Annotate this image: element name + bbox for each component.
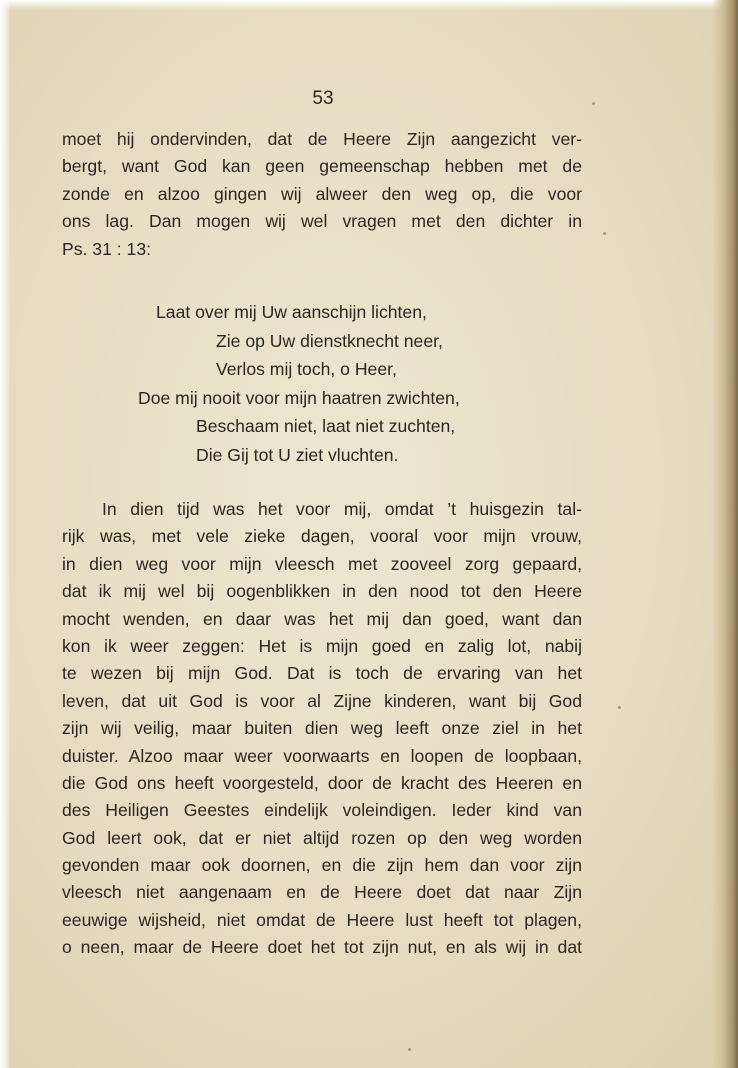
text-line: Ps. 31 : 13:: [62, 238, 151, 259]
poem-line: Verlos mij toch, o Heer,: [216, 359, 397, 379]
paragraph-2: [62, 496, 582, 962]
text-line: In dien tijd was het voor mij, omdat ’t huisgezin tal-: [102, 499, 582, 519]
poem-line: Beschaam niet, laat niet zuchten,: [196, 416, 456, 436]
text-line: o neen, maar de Heere doet het tot zijn nut, en als wij in dat: [62, 937, 582, 958]
paper-speck: [592, 102, 595, 105]
text-line: vleesch niet aangenaam en de Heere doet dat naar Zijn: [62, 882, 582, 903]
page-binding-edge: [712, 0, 738, 1068]
page-left-edge: [0, 0, 10, 1068]
text-line: zonde en alzoo gingen wij alweer den weg op, die voor: [62, 183, 582, 204]
paper-speck: [603, 232, 606, 235]
text-line: zijn wij veilig, maar buiten dien weg leeft onze ziel in het: [62, 718, 582, 739]
page-top-edge: [0, 0, 738, 10]
poem-line: Die Gij tot U ziet vluchten.: [196, 444, 399, 465]
paper-speck: [618, 706, 621, 709]
text-line: des Heiligen Geestes eindelijk voleindigen. Ieder kind van: [62, 800, 582, 821]
text-line: God leert ook, dat er niet altijd rozen op den weg worden: [62, 827, 582, 848]
text-line: ons lag. Dan mogen wij wel vragen met den dichter in: [62, 211, 582, 232]
text-line: gevonden maar ook doornen, en die zijn hem dan voor zijn: [62, 855, 582, 876]
paper-speck: [408, 1048, 411, 1051]
text-line: kon ik weer zeggen: Het is mijn goed en zalig lot, nabij: [62, 635, 582, 656]
text-line: te wezen bij mijn God. Dat is toch de ervaring van het: [62, 663, 582, 684]
text-line: mocht wenden, en daar was het mij dan goed, want dan: [62, 608, 582, 629]
poem-line: Zie op Uw dienstknecht neer,: [216, 330, 443, 351]
text-line: dat ik mij wel bij oogenblikken in den nood tot den Heere: [62, 581, 582, 602]
text-line: die God ons heeft voorgesteld, door de kracht des Heeren en: [62, 772, 582, 793]
text-line: in dien weg voor mijn vleesch met zooveel zorg gepaard,: [62, 553, 582, 574]
text-line: duister. Alzoo maar weer voorwaarts en loopen de loopbaan,: [62, 745, 582, 766]
text-line: leven, dat uit God is voor al Zijne kinderen, want bij God: [62, 690, 582, 711]
text-line: eeuwige wijsheid, niet omdat de Heere lust heeft tot plagen,: [62, 909, 582, 930]
text-line: rijk was, met vele zieke dagen, vooral voor mijn vrouw,: [62, 526, 582, 547]
poem-line: Doe mij nooit voor mijn haatren zwichten,: [138, 387, 460, 408]
paragraph-1: [62, 126, 582, 263]
text-line: moet hij ondervinden, dat de Heere Zijn aangezicht ver-: [62, 129, 582, 149]
text-line: bergt, want God kan geen gemeenschap hebben met de: [62, 156, 582, 177]
page-number: 53: [312, 88, 334, 109]
poem-line: Laat over mij Uw aanschijn lichten,: [156, 302, 427, 322]
